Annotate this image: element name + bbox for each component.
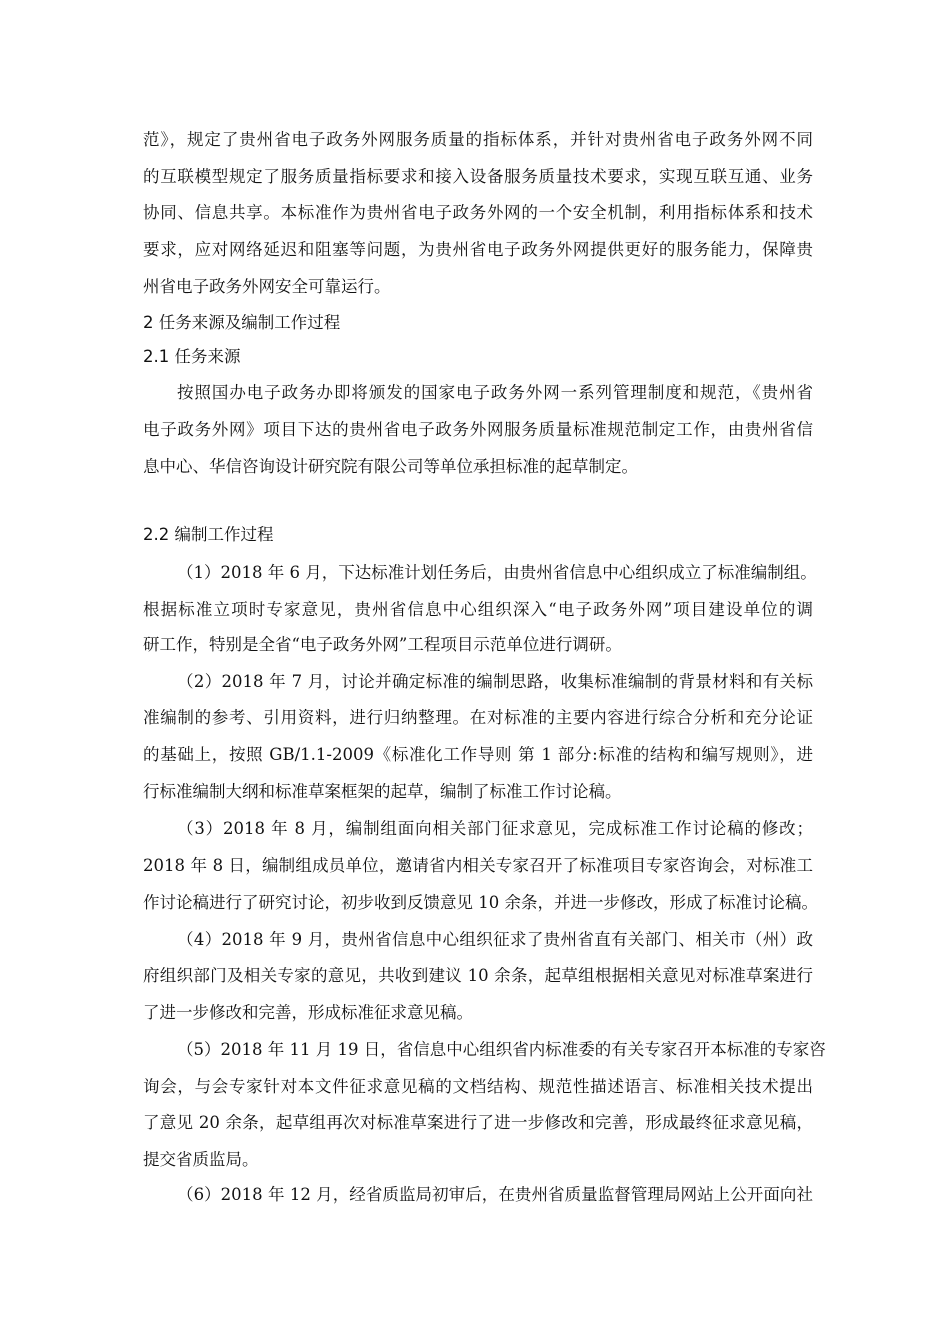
paragraph-line: 的互联模型规定了服务质量指标要求和接入设备服务质量技术要求，实现互联互通、业务	[143, 167, 813, 186]
paragraph-line: 准编制的参考、引用资料，进行归纳整理。在对标准的主要内容进行综合分析和充分论证	[143, 708, 813, 727]
paragraph-line: 2018 年 8 日，编制组成员单位，邀请省内相关专家召开了标准项目专家咨询会，对标准工	[143, 856, 813, 875]
paragraph-line: 了意见 20 余条，起草组再次对标准草案进行了进一步修改和完善，形成最终征求意见稿，	[143, 1113, 813, 1132]
paragraph-line: 行标准编制大纲和标准草案框架的起草，编制了标准工作讨论稿。	[143, 782, 622, 801]
paragraph-line: 息中心、华信咨询设计研究院有限公司等单位承担标准的起草制定。	[143, 457, 638, 476]
paragraph-line: 研工作，特别是全省“电子政务外网”工程项目示范单位进行调研。	[143, 635, 622, 654]
paragraph-line: 州省电子政务外网安全可靠运行。	[143, 277, 391, 296]
paragraph-line: （1）2018 年 6 月，下达标准计划任务后，由贵州省信息中心组织成立了标准编制组。	[177, 563, 817, 582]
paragraph-line: 要求，应对网络延迟和阻塞等问题，为贵州省电子政务外网提供更好的服务能力，保障贵	[143, 240, 813, 259]
paragraph-line: 根据标准立项时专家意见，贵州省信息中心组织深入“电子政务外网”项目建设单位的调	[143, 600, 813, 619]
section-heading: 2.1 任务来源	[143, 347, 241, 366]
paragraph-line: 了进一步修改和完善，形成标准征求意见稿。	[143, 1003, 473, 1022]
paragraph-line: （2）2018 年 7 月，讨论并确定标准的编制思路，收集标准编制的背景材料和有关标	[177, 672, 813, 691]
paragraph-line: （4）2018 年 9 月，贵州省信息中心组织征求了贵州省直有关部门、相关市（州）政	[177, 930, 813, 949]
paragraph-line: 询会，与会专家针对本文件征求意见稿的文档结构、规范性描述语言、标准相关技术提出	[143, 1077, 813, 1096]
paragraph-line: 府组织部门及相关专家的意见，共收到建议 10 余条，起草组根据相关意见对标准草案进行	[143, 966, 813, 985]
paragraph-line: 按照国办电子政务办即将颁发的国家电子政务外网一系列管理制度和规范，《贵州省	[177, 383, 813, 402]
section-heading: 2.2 编制工作过程	[143, 525, 274, 544]
paragraph-line: 协同、信息共享。本标准作为贵州省电子政务外网的一个安全机制，利用指标体系和技术	[143, 203, 813, 222]
paragraph-line: （6）2018 年 12 月，经省质监局初审后，在贵州省质量监督管理局网站上公开面向社	[177, 1185, 813, 1204]
paragraph-line: 电子政务外网》项目下达的贵州省电子政务外网服务质量标准规范制定工作，由贵州省信	[143, 420, 813, 439]
paragraph-line: 提交省质监局。	[143, 1150, 259, 1169]
paragraph-line: 作讨论稿进行了研究讨论，初步收到反馈意见 10 余条，并进一步修改，形成了标准讨论稿。	[143, 893, 818, 912]
paragraph-line: 范》，规定了贵州省电子政务外网服务质量的指标体系，并针对贵州省电子政务外网不同	[143, 130, 813, 149]
section-heading: 2 任务来源及编制工作过程	[143, 313, 341, 332]
paragraph-line: 的基础上，按照 GB/1.1-2009《标准化工作导则 第 1 部分:标准的结构和编写规则》，进	[143, 745, 813, 764]
paragraph-line: （3）2018 年 8 月，编制组面向相关部门征求意见，完成标准工作讨论稿的修改；	[177, 819, 813, 838]
paragraph-line: （5）2018 年 11 月 19 日，省信息中心组织省内标准委的有关专家召开本标准的专家咨	[177, 1040, 826, 1059]
